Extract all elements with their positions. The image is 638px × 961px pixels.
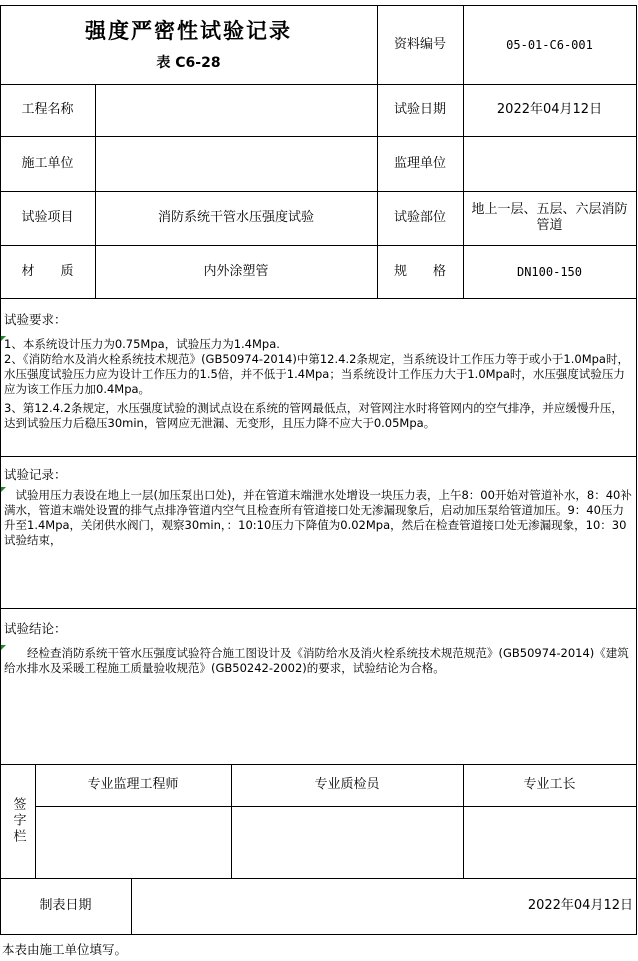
spec-value: DN100-150	[516, 264, 583, 279]
quality-inspector-signature[interactable]	[231, 806, 463, 878]
quality-inspector-label: 专业质检员	[314, 777, 380, 792]
doc-no-label: 资料编号	[393, 36, 446, 52]
table-date-label: 制表日期	[39, 898, 92, 913]
foreman-signature[interactable]	[463, 806, 636, 878]
doc-no-value: 05-01-C6-001	[506, 37, 593, 52]
grid-line	[636, 5, 637, 935]
grid-line	[0, 934, 637, 935]
project-name-label: 工程名称	[21, 102, 74, 117]
requirement-line-3: 3、第12.4.2条规定，水压强度试验的测试点设在系统的管网最低点，对管网注水时将管网内的空气排净，并应缓慢升压，达到试验压力后稳压30min，管网应无泄漏、无变形，且压力降不应大于0.05Mpa。	[4, 401, 623, 430]
supervisor-engineer-label: 专业监理工程师	[87, 777, 179, 792]
record-text: 试验用压力表设在地上一层(加压泵出口处)，并在管道末端泄水处增设一块压力表，上午8：00开始对管道补水，8：40补满水，管道末端处设置的排气点排净管道内空气且检查所有管道接口处无渗漏现象后，启动加压泵给管道加压。9：40压力升至1.4Mpa，关闭供水阀门，观察30min，：10:10压力下降值为0.02Mpa，然后在检查管道接口处无渗漏现象，10：30试验结束，	[4, 488, 632, 547]
form-title: 强度严密性试验记录	[85, 19, 292, 43]
grid-line	[0, 608, 637, 609]
requirement-line-2: 2、《消防给水及消火栓系统技术规范》(GB50974-2014)中第12.4.2条规定，当系统设计工作压力等于或小于1.0Mpa时，水压强度试验压力应为设计工作压力的1.5倍，并不低于1.4Mpa；当系统设计工作压力大于1.0Mpa时，水压强度试验压力应为该工作压力加0.4Mpa。	[4, 352, 629, 396]
requirements-label: 试验要求：	[4, 312, 67, 327]
test-location-value: 地上一层、五层、六层消防管道	[471, 202, 628, 233]
footnote: 本表由施工单位填写。	[2, 942, 128, 957]
supervisor-unit-label: 监理单位	[393, 155, 446, 171]
spec-label: 规 格	[393, 263, 446, 279]
conclusion-label: 试验结论：	[4, 621, 67, 636]
test-location-label: 试验部位	[393, 210, 446, 225]
grid-line	[0, 456, 637, 457]
signature-side-label: 签字栏	[10, 797, 26, 845]
form-number: 表 C6-28	[156, 55, 221, 71]
material-label: 材 质	[21, 263, 74, 279]
supervisor-engineer-signature[interactable]	[35, 806, 231, 878]
foreman-label: 专业工长	[523, 777, 576, 792]
material-value: 内外涂塑管	[203, 263, 269, 279]
test-item-label: 试验项目	[21, 210, 74, 225]
contractor-label: 施工单位	[21, 155, 74, 171]
record-label: 试验记录：	[4, 467, 67, 482]
table-date-value: 2022年04月12日	[527, 898, 633, 913]
test-date-label: 试验日期	[393, 102, 446, 117]
project-name-value	[95, 84, 377, 136]
test-date-value: 2022年04月12日	[496, 102, 603, 117]
conclusion-text: 经检查消防系统干管水压强度试验符合施工图设计及《消防给水及消火栓系统技术规范规范》(GB50974-2014)《建筑给水排水及采暖工程施工质量验收规范》(GB50242-2002)的要求，试验结论为合格。	[4, 646, 629, 675]
supervisor-unit-value	[463, 136, 636, 191]
requirement-line-1: 1、本系统设计压力为0.75Mpa，试验压力为1.4Mpa.	[4, 337, 280, 351]
contractor-value	[95, 136, 377, 191]
test-item-value: 消防系统干管水压强度试验	[157, 210, 314, 225]
